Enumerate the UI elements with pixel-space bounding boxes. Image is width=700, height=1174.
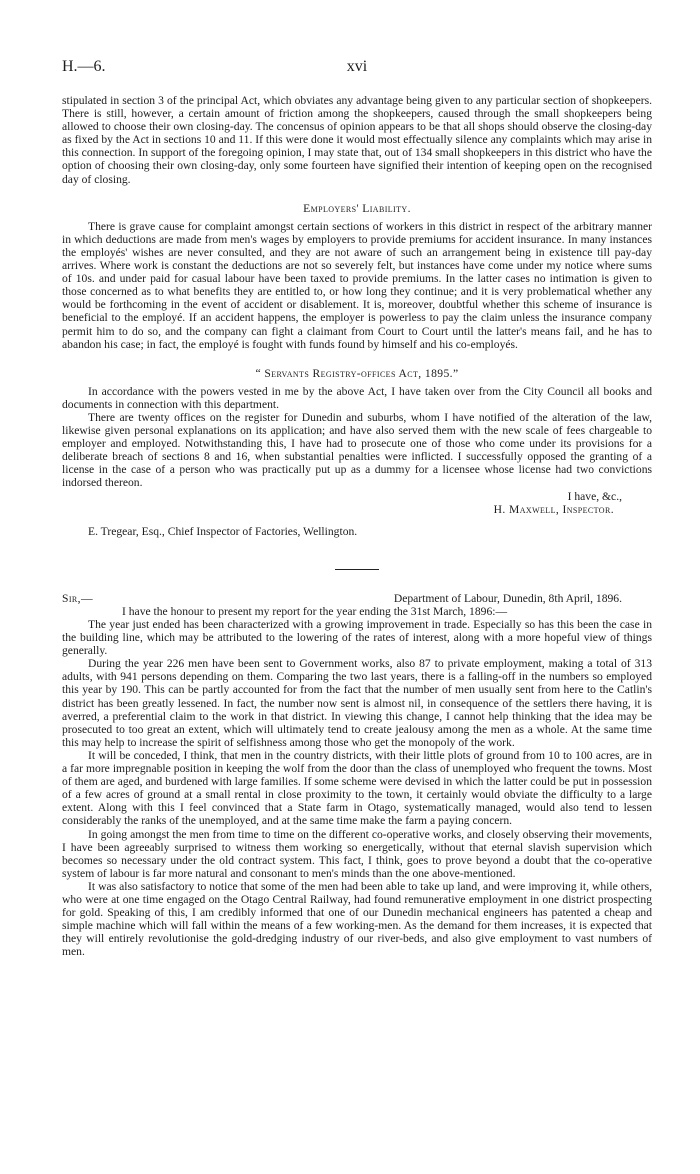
document-code: H.—6. <box>62 58 106 75</box>
letter-paragraph: It will be conceded, I think, that men in the country districts, with their little plots of ground from 10 to 100 acres, are in a far more impregnable position in keeping the wolf from the door than the class of unemployed who frequent the towns. Most of them are aged, and burdened with large families. If some scheme were devised in which the latter could be put in possession of a few acres of ground at a small rental in close proximity to the town, it certainly would obviate the difficulty to a large extent. Along with this I feel convinced that a State farm in Otago, systematically managed, would also tend to lessen considerably the ranks of the unemployed, and at the same time make the farm a paying concern. <box>62 748 652 828</box>
letter-paragraph: In going amongst the men from time to time on the different co-operative works, and closely observing their movements, I have been agreeably surprised to witness them working so energetically, without that eternal slavish supervision which becomes so necessary under the old contract system. This fact, I think, goes to prove beyond a doubt that the co-operative system of labour is far more natural and consonant to men's minds than the one above-mentioned. <box>62 827 652 880</box>
signature: H. Maxwell, Inspector. <box>493 502 614 516</box>
closing-phrase: I have, &c., <box>567 489 622 503</box>
registry-paragraph-2: There are twenty offices on the register for Dunedin and suburbs, whom I have notified of the alteration of the law, likewise given personal explanations on its application; and have also served them with the new scale of fees chargeable to employer and employed. Notwithstanding this, I have had to prosecute one of those who come under its provisions for a deliberate breach of sections 8 and 16, when substantial penalties were inflicted. I successfully opposed the granting of a license in the case of a person who was practically put up as a dummy for a licensee whose license had two convictions indorsed thereon. <box>62 410 652 490</box>
registry-paragraph-1: In accordance with the powers vested in me by the above Act, I have taken over from the City Council all books and documents in connection with this department. <box>62 384 652 411</box>
letter-paragraph: The year just ended has been characterized with a growing improvement in trade. Especially so has this been the case in the building line, which may be attributed to the lowering of the rates of interest, along with a more hopeful view of things generally. <box>62 618 652 658</box>
page-body <box>62 94 652 958</box>
registry-offices-heading: “ Servants Registry-offices Act, 1895.” <box>255 366 459 380</box>
dateline: Department of Labour, Dunedin, 8th April, 1896. <box>393 591 622 605</box>
letter-paragraph: During the year 226 men have been sent to Government works, also 87 to private employment, making a total of 313 adults, with 941 persons depending on them. Comparing the two last years, there is a falling-off in the numbers so employed this year by 190. This can be partly accounted for from the fact that the number of men usually sent from here to the Catlin's district has been greatly lessened. In fact, the number now sent is almost nil, in consequence of the settlers there having, it is averred, a preferential claim to the work in that district. In viewing this change, I cannot help thinking that the idea may be prosecuted to too great an extent, which will ultimately tend to create jealousy among the men as a whole. At the same time this may help to increase the spirit of selfishness among those who get the monopoly of the work. <box>62 657 652 749</box>
section-divider <box>335 569 379 570</box>
page-number: xvi <box>346 58 368 75</box>
letter-header <box>62 592 652 605</box>
employers-liability-paragraph: There is grave cause for complaint amongst certain sections of workers in this district in respect of the arbitrary manner in which deductions are made from men's wages by employers to provide premiums for accident insurance. In many instances the employés' wishes are never consulted, and they are not aware of such an arrangement being in existence till pay-day arrives. Where work is constant the deductions are not so severely felt, but instances have come under my notice where sums of 10s. and under paid for casual labour have been taxed to provide premiums. In the latter cases no intimation is given to those concerned as to what benefits they are entitled to, or how long they continue; and it is very problematical whether any would be forthcoming in the event of accident or disablement. It is, moreover, doubtful whether this scheme of insurance is beneficial to the employé. If an accident happens, the employer is powerless to pay the claim unless the insurance company permit him to do so, and the company can fight a claimant from Court to Court until the latter's means fail, and he has to abandon his case; in fact, the employé is fought with funds found by himself and his co-employés. <box>62 219 652 351</box>
page-header <box>62 58 652 82</box>
letter-paragraph: It was also satisfactory to notice that some of the men had been able to take up land, and were improving it, while others, who were at one time engaged on the Otago Central Railway, had found remunerative employment in one district prospecting for gold. Speaking of this, I am credibly informed that one of our Dunedin mechanical engineers has patented a cheap and simple machine which will fall within the means of a few working-men. As the demand for them increases, it is expected that they will entirely revolutionise the gold-dredging industry of our river-beds, and also give employment to vast numbers of men. <box>62 879 652 959</box>
shop-closing-paragraph: stipulated in section 3 of the principal Act, which obviates any advantage being given to any particular section of shopkeepers. There is still, however, a certain amount of friction among the shopkeepers, caused through the small shopkeepers being allowed to choose their own closing-day. The concensus of opinion appears to be that all shops should observe the closing-day as fixed by the Act in sections 10 and 11. If this were done it would most effectually silence any complaints which may arise in this connection. In support of the foregoing opinion, I may state that, out of 134 small shopkeepers in this district who have the option of choosing their own closing-day, only some fourteen have signified their intention of keeping open on the recognised day of closing. <box>62 94 652 186</box>
salutation: Sir,— <box>62 591 93 605</box>
letter-intro: I have the honour to present my report for the year ending the 31st March, 1896:— <box>122 604 508 618</box>
employers-liability-heading: Employers' Liability. <box>303 201 411 215</box>
addressee: E. Tregear, Esq., Chief Inspector of Factories, Wellington. <box>88 524 358 538</box>
